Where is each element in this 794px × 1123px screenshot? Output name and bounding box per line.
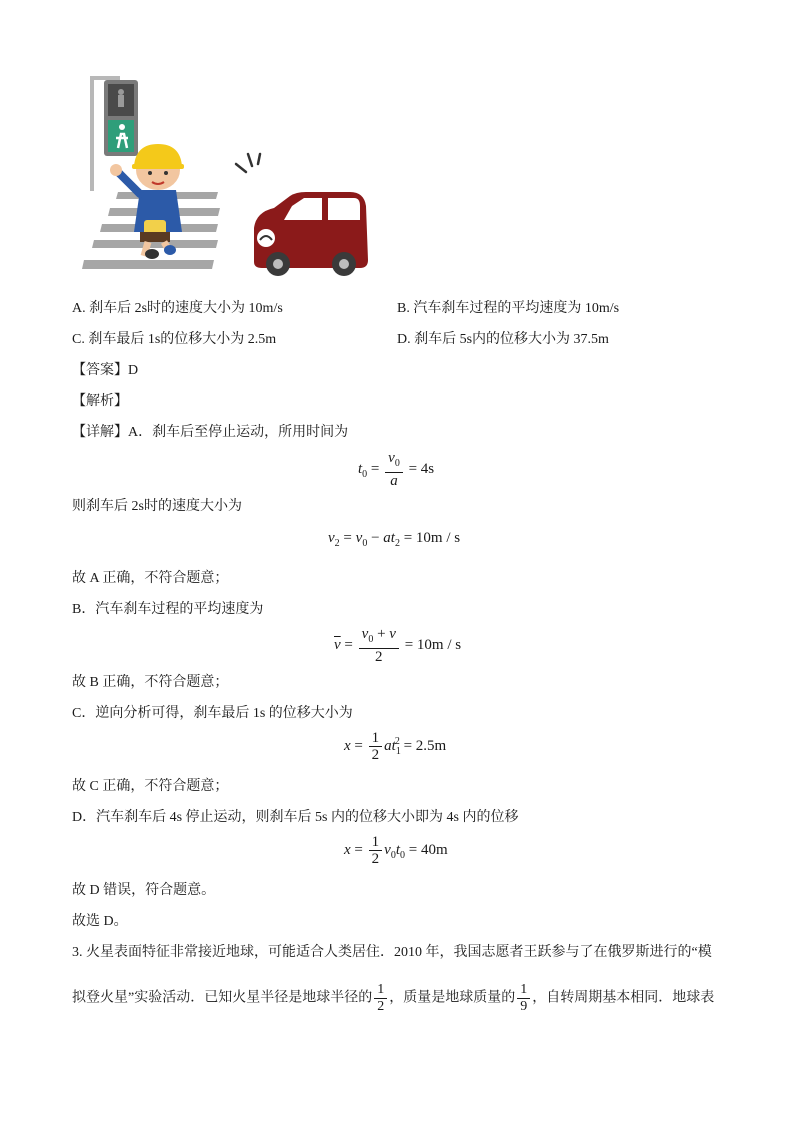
option-a: A. 刹车后 2s时的速度大小为 10m/s (72, 301, 283, 316)
solution-line-3: 故 A 正确，不符合题意； (72, 571, 229, 586)
red-car-icon (254, 192, 368, 276)
equation-average-velocity: $\overline{v}$ = $\frac{v_0 + v}{2}$ = 10m / s (334, 626, 462, 665)
option-b: B. 汽车刹车过程的平均速度为 10m/s (397, 301, 620, 316)
solution-line-8: D．汽车刹车后 4s 停止运动，则刹车后 5s 内的位移大小即为 4s 内的位移 (72, 810, 519, 825)
solution-line-9: 故 D 错误，符合题意。 (72, 883, 216, 898)
solution-line-7: 故 C 正确，不符合题意； (72, 779, 229, 794)
equation-stop-time: $t_0$ = $\frac{v_0}{a}$ = 4s (358, 450, 435, 489)
detail-line: 【详解】A．刹车后至停止运动，所用时间为 (72, 425, 349, 440)
solution-line-2: 则刹车后 2s时的速度大小为 (72, 499, 242, 514)
question-3-line-1: 3. 火星表面特征非常接近地球，可能适合人类居住．2010 年，我国志愿者王跃参与了在俄罗斯进行的“模 (72, 945, 712, 960)
solution-line-10: 故选 D。 (72, 914, 128, 929)
solution-line-4: B．汽车刹车过程的平均速度为 (72, 602, 264, 617)
solution-line-6: C．逆向分析可得，刹车最后 1s 的位移大小为 (72, 706, 353, 721)
equation-total-displacement: x = $\frac{1}{2}$ $v_0t_0 = 40m$ (344, 834, 448, 867)
answer-label: 【答案】D (72, 363, 139, 378)
motion-marks (236, 154, 260, 172)
equation-velocity: $v_2 = v_0 - at_2 = 10m / s$ (328, 530, 461, 549)
question-3-line-2: 拟登火星”实验活动．已知火星半径是地球半径的 $\frac{1}{2}$ ，质量是地球质量的 $\frac{1}{9}$ ，自转周期基本相同．地球表 (72, 982, 715, 1014)
option-d: D. 刹车后 5s内的位移大小为 37.5m (397, 332, 609, 347)
crossing-illustration (78, 72, 378, 282)
analysis-label: 【解析】 (72, 394, 128, 409)
option-c: C. 刹车最后 1s的位移大小为 2.5m (72, 332, 277, 347)
solution-line-5: 故 B 正确，不符合题意； (72, 675, 229, 690)
equation-last-second-displacement: x = $\frac{1}{2}$ $at_1^2 = 2.5m$ (344, 730, 447, 763)
